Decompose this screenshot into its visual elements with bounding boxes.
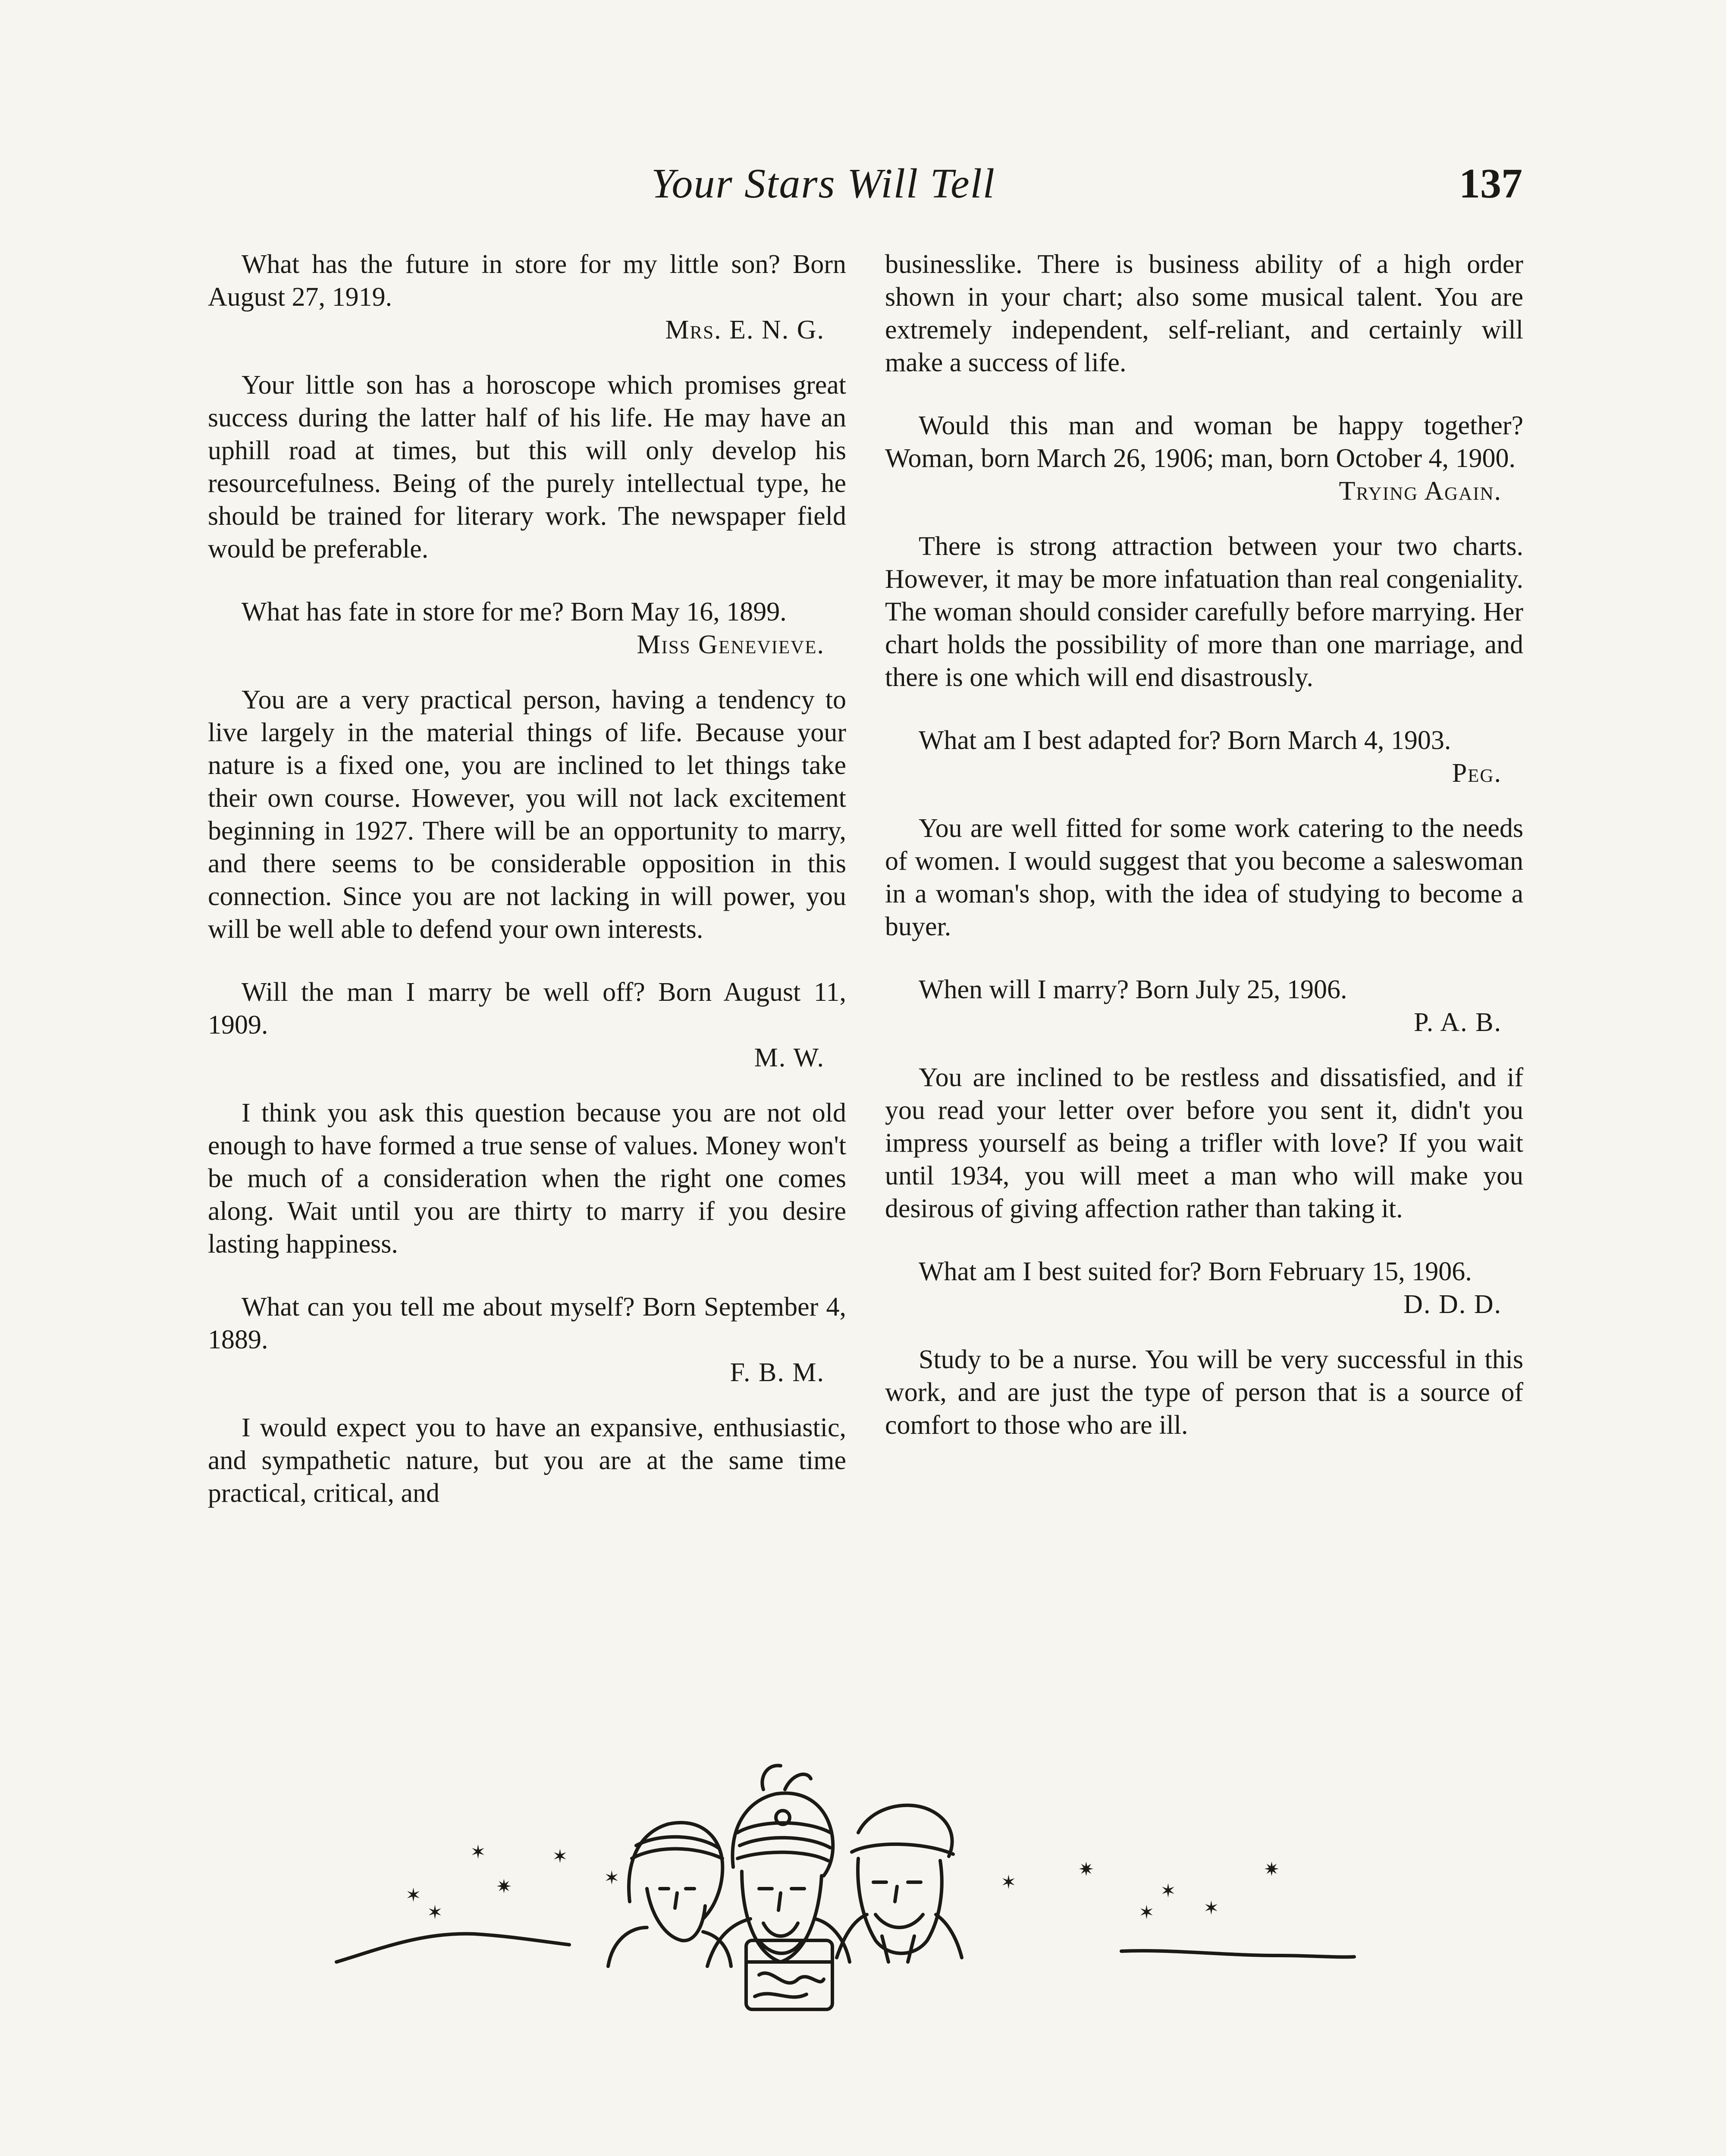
answer-continuation: businesslike. There is business ability of a high order shown in your chart; also some musical talent. You are extremely independent, self-reliant, and certainly will make a success of life.: [885, 250, 1523, 377]
reader-signature: F. B. M.: [730, 1358, 825, 1387]
qa-entry: [885, 1255, 1523, 1442]
star-icon: ✷: [496, 1876, 512, 1898]
horizon-line-left: [336, 1934, 569, 1962]
qa-entry: [208, 595, 846, 946]
qa-entry: [885, 409, 1523, 694]
qa-entry: [208, 248, 846, 565]
reader-question: Would this man and woman be happy together? Woman, born March 26, 1906; man, born October 4, 1900.: [885, 411, 1523, 473]
reader-question: What has fate in store for me? Born May 16, 1899.: [242, 597, 787, 627]
star-icon: ✶: [1139, 1902, 1155, 1924]
star-icon: ✶: [1160, 1880, 1176, 1902]
reader-signature: Trying Again.: [1339, 476, 1502, 506]
qa-entry: [885, 973, 1523, 1225]
astrologer-answer: You are inclined to be restless and dissatisfied, and if you read your letter over before you sent it, didn't you impress yourself as being a trifler with love? If you wait until 1934, you will meet a man who will make you desirous of giving affection rather than taking it.: [885, 1063, 1523, 1223]
astrologer-answer: I would expect you to have an expansive, enthusiastic, and sympathetic nature, but you are at the same time practical, critical, and: [208, 1413, 846, 1508]
reader-signature: D. D. D.: [1403, 1290, 1502, 1319]
qa-continuation: [885, 248, 1523, 379]
astrologer-answer: You are a very practical person, having a tendency to live largely in the material things of life. Because your nature is a fixed one, you are inclined to let things take their own course. However, you will not lack excitement beginning in 1927. There will be an opportunity to marry, and there seems to be considerable opposition in this connection. Since you are not lacking in will power, you will be well able to defend your own interests.: [208, 685, 846, 944]
reader-question: What am I best adapted for? Born March 4, 1903.: [919, 726, 1451, 755]
star-icon: ✶: [405, 1884, 421, 1906]
astrologer-answer: Study to be a nurse. You will be very successful in this work, and are just the type of person that is a source of comfort to those who are ill.: [885, 1345, 1523, 1440]
reader-signature: Peg.: [1452, 758, 1502, 788]
running-title: Your Stars Will Tell: [651, 160, 996, 207]
reader-signature: M. W.: [754, 1043, 825, 1072]
astrologer-answer: Your little son has a horoscope which promises great success during the latter half of his life. He may have an uphill road at times, but this will only develop his resourcefulness. Being of the purely intellectual type, he should be trained for literary work. The newspaper field would be preferable.: [208, 370, 846, 564]
star-icon: ✶: [552, 1846, 568, 1868]
astrologer-answer: There is strong attraction between your two charts. However, it may be more infatuation than real congeniality. The woman should consider carefully before marrying. Her chart holds the possibility of more than one marriage, and there is one which will end disastrously.: [885, 532, 1523, 692]
qa-entry: [208, 976, 846, 1260]
right-column: [885, 248, 1523, 1472]
astrologer-answer: I think you ask this question because you are not old enough to have formed a true sense of values. Money won't be much of a consideration when the right one comes along. Wait until you are thirty to marry if you desire lasting happiness.: [208, 1098, 846, 1259]
reader-signature: Miss Genevieve.: [637, 630, 825, 659]
center-sage: [707, 1765, 850, 2009]
astrologer-answer: You are well fitted for some work catering to the needs of women. I would suggest that you become a saleswoman in a woman's shop, with the idea of studying to become a buyer.: [885, 814, 1523, 941]
qa-entry: [885, 724, 1523, 943]
reader-question: What has the future in store for my little son? Born August 27, 1919.: [208, 250, 846, 312]
left-sage: [608, 1823, 731, 1966]
star-icon: ✶: [1203, 1897, 1219, 1919]
star-icon: ✷: [1264, 1858, 1280, 1880]
star-icon: ✷: [1078, 1858, 1094, 1880]
star-icon: ✶: [470, 1841, 486, 1863]
reader-question: What am I best suited for? Born February 15, 1906.: [919, 1257, 1472, 1286]
reader-question: What can you tell me about myself? Born September 4, 1889.: [208, 1292, 846, 1354]
star-icon: ✶: [427, 1902, 443, 1924]
page-number: 137: [1459, 160, 1522, 207]
horizon-line-right: [1121, 1951, 1354, 1957]
star-icon: ✶: [604, 1867, 620, 1889]
right-sage: [837, 1805, 962, 1962]
reader-signature: P. A. B.: [1414, 1008, 1502, 1037]
left-column: [208, 248, 846, 1540]
stars: [405, 1841, 1280, 1924]
running-header: [203, 160, 1522, 229]
qa-entry: [208, 1291, 846, 1510]
star-icon: ✶: [1001, 1871, 1017, 1893]
reader-signature: Mrs. E. N. G.: [665, 315, 825, 345]
reader-question: Will the man I marry be well off? Born August 11, 1909.: [208, 978, 846, 1040]
reader-question: When will I marry? Born July 25, 1906.: [919, 975, 1347, 1004]
three-wise-men-illustration-icon: [328, 1759, 1363, 2027]
